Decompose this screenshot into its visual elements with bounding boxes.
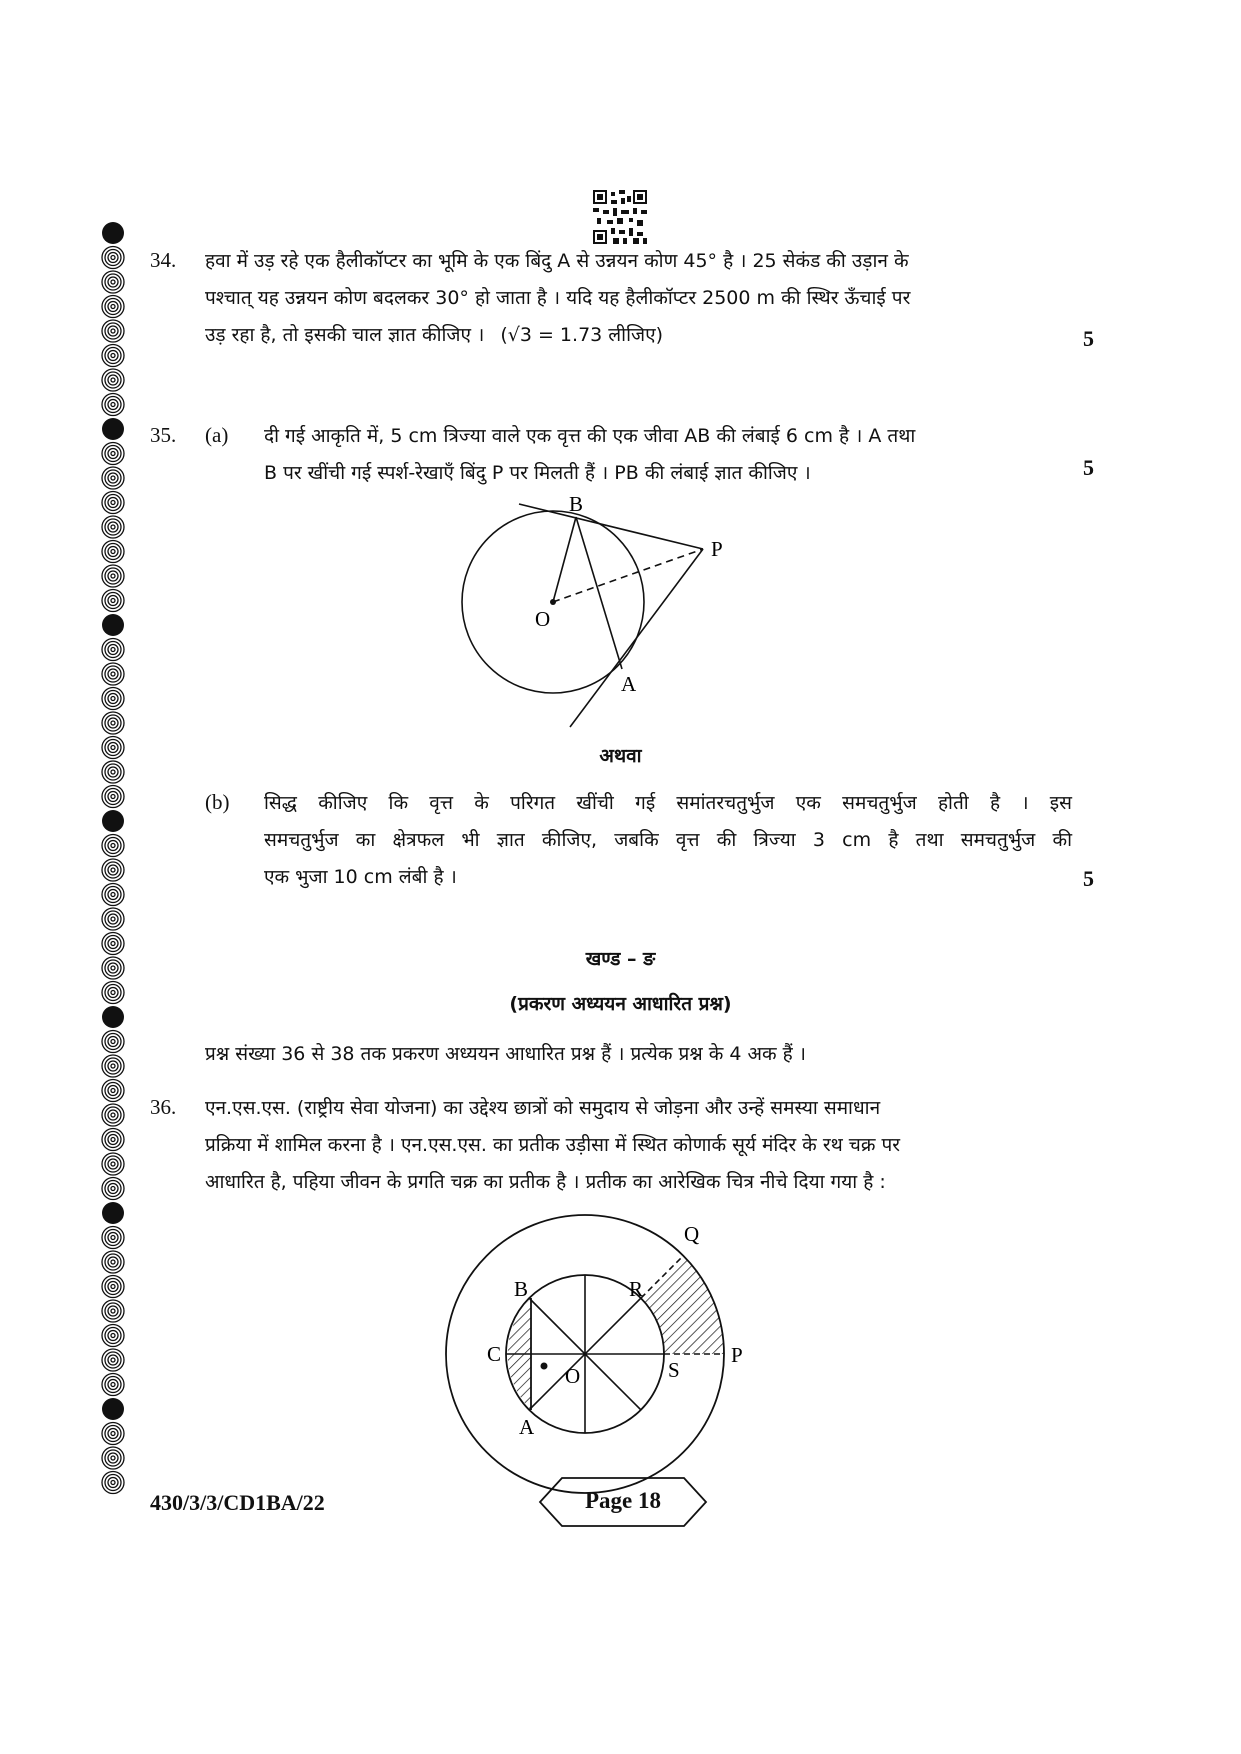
margin-ring xyxy=(108,865,118,875)
margin-ring xyxy=(111,1040,115,1044)
margin-ring xyxy=(108,841,118,851)
margin-ring xyxy=(108,1086,118,1096)
margin-ring xyxy=(111,452,115,456)
section-instruction: प्रश्न संख्या 36 से 38 तक प्रकरण अध्ययन आधारित प्रश्न हैं । प्रत्येक प्रश्न के 4 अक हैं । xyxy=(205,1043,806,1065)
margin-ring xyxy=(111,1162,115,1166)
margin-ring xyxy=(111,1358,115,1362)
margin-ring xyxy=(111,550,115,554)
margin-ring xyxy=(111,697,115,701)
margin-ring xyxy=(108,1380,118,1390)
margin-filled-circle xyxy=(102,1202,124,1224)
label-r: R xyxy=(629,1277,644,1301)
or-text: अथवा xyxy=(599,745,642,767)
margin-ring xyxy=(108,1184,118,1194)
label-c: C xyxy=(487,1342,502,1366)
margin-ring xyxy=(111,1456,115,1460)
margin-ring xyxy=(111,917,115,921)
margin-ring xyxy=(111,1089,115,1093)
margin-ring xyxy=(111,256,115,260)
marks-q35a: 5 xyxy=(1083,455,1094,480)
margin-ring xyxy=(108,1355,118,1365)
margin-ring xyxy=(111,1309,115,1313)
margin-ring xyxy=(111,672,115,676)
margin-ring xyxy=(111,1064,115,1068)
margin-ring xyxy=(111,1334,115,1338)
margin-ring xyxy=(108,1257,118,1267)
margin-ring xyxy=(111,280,115,284)
question-34-line-3 xyxy=(205,317,663,354)
margin-ring xyxy=(111,1138,115,1142)
margin-ring xyxy=(108,645,118,655)
label-p: P xyxy=(731,1343,743,1367)
chord-ab xyxy=(576,517,622,669)
margin-ring xyxy=(108,400,118,410)
margin-ring xyxy=(108,547,118,557)
margin-ring xyxy=(108,1453,118,1463)
margin-ring xyxy=(108,1282,118,1292)
margin-ring xyxy=(111,1187,115,1191)
margin-ring xyxy=(108,1159,118,1169)
question-35a-line-1: दी गई आकृति में, 5 cm त्रिज्या वाले एक वृत्त की एक जीवा AB की लंबाई 6 cm है । A तथा xyxy=(264,425,916,447)
page-badge xyxy=(538,1476,708,1528)
label-p: P xyxy=(711,537,723,561)
margin-ring xyxy=(108,1233,118,1243)
marks-q35b: 5 xyxy=(1083,866,1094,891)
margin-ring xyxy=(108,1135,118,1145)
margin-ring xyxy=(111,329,115,333)
question-34-line-1: हवा में उड़ रहे एक हैलीकॉप्टर का भूमि के एक बिंदु A से उन्नयन कोण 45° है । 25 सेकंड की उड़ान के xyxy=(205,250,909,272)
radius-ob xyxy=(553,517,576,602)
margin-circles xyxy=(100,220,130,1500)
shaded-sector xyxy=(641,1256,724,1354)
margin-ring xyxy=(111,501,115,505)
margin-ring xyxy=(111,1481,115,1485)
dashed-op xyxy=(553,549,703,602)
margin-ring xyxy=(108,473,118,483)
margin-ring xyxy=(108,375,118,385)
question-36-line-3: आधारित है, पहिया जीवन के प्रगति चक्र का प्रतीक है । प्रतीक का आरेखिक चित्र नीचे दिया गया है : xyxy=(205,1171,886,1193)
margin-ring xyxy=(111,844,115,848)
margin-ring xyxy=(108,522,118,532)
margin-ring xyxy=(108,351,118,361)
margin-filled-circle xyxy=(102,614,124,636)
part-a-label: (a) xyxy=(205,423,229,447)
margin-ring xyxy=(111,378,115,382)
margin-ring xyxy=(108,1429,118,1439)
margin-ring xyxy=(111,599,115,603)
margin-ring xyxy=(108,1306,118,1316)
label-o: O xyxy=(565,1364,581,1388)
margin-ring xyxy=(108,890,118,900)
margin-ring xyxy=(108,302,118,312)
margin-ring xyxy=(108,1478,118,1488)
question-number-34: 34. xyxy=(150,248,177,272)
question-34-text: उड़ रहा है, तो इसकी चाल ज्ञात कीजिए । xyxy=(205,324,485,346)
margin-ring xyxy=(108,669,118,679)
question-35b-line-1: सिद्ध कीजिए कि वृत्त के परिगत खींची गई समांतरचतुर्भुज एक समचतुर्भुज होती है । इस xyxy=(264,792,1072,814)
tangent-pb xyxy=(519,504,703,549)
margin-ring xyxy=(108,449,118,459)
margin-ring xyxy=(108,718,118,728)
label-q: Q xyxy=(684,1222,700,1246)
margin-ring xyxy=(111,868,115,872)
margin-ring xyxy=(111,893,115,897)
margin-filled-circle xyxy=(102,222,124,244)
tangent-figure xyxy=(440,490,740,730)
nss-wheel-figure xyxy=(440,1210,770,1500)
margin-ring xyxy=(111,1260,115,1264)
tangent-pa xyxy=(570,549,703,727)
margin-ring xyxy=(111,648,115,652)
margin-ring xyxy=(108,792,118,802)
margin-ring xyxy=(111,1285,115,1289)
qr-code-icon xyxy=(593,190,647,244)
sqrt-hint: (√3 = 1.73 लीजिए) xyxy=(500,324,664,346)
margin-ring xyxy=(111,403,115,407)
margin-filled-circle xyxy=(102,810,124,832)
margin-ring xyxy=(108,1110,118,1120)
margin-ring xyxy=(111,574,115,578)
margin-ring xyxy=(111,525,115,529)
margin-filled-circle xyxy=(102,1398,124,1420)
question-number-35: 35. xyxy=(150,423,177,447)
label-o: O xyxy=(535,607,551,631)
marks-q34: 5 xyxy=(1083,326,1094,351)
question-36-line-2: प्रक्रिया में शामिल करना है । एन.एस.एस. का प्रतीक उड़ीसा में स्थित कोणार्क सूर्य मंदिर के रथ चक्र पर xyxy=(205,1134,901,1156)
paper-code: 430/3/3/CD1BA/22 xyxy=(150,1490,325,1515)
margin-ring xyxy=(111,721,115,725)
margin-ring xyxy=(111,476,115,480)
margin-ring xyxy=(111,354,115,358)
margin-ring xyxy=(108,253,118,263)
margin-ring xyxy=(108,1331,118,1341)
margin-ring xyxy=(111,305,115,309)
question-35a-line-2: B पर खींची गई स्पर्श-रेखाएँ बिंदु P पर मिलती हैं । PB की लंबाई ज्ञात कीजिए । xyxy=(264,462,811,484)
question-36-line-1: एन.एस.एस. (राष्ट्रीय सेवा योजना) का उद्देश्य छात्रों को समुदाय से जोड़ना और उन्हें समस्या समाधान xyxy=(205,1097,881,1119)
question-35b-line-3: एक भुजा 10 cm लंबी है । xyxy=(264,866,457,888)
part-b-label: (b) xyxy=(205,790,230,814)
question-35b-line-2: समचतुर्भुज का क्षेत्रफल भी ज्ञात कीजिए, जबकि वृत्त की त्रिज्या 3 cm है तथा समचतुर्भुज की xyxy=(264,829,1072,851)
margin-ring xyxy=(108,596,118,606)
margin-ring xyxy=(111,1383,115,1387)
dot-point xyxy=(541,1363,548,1370)
label-s: S xyxy=(668,1358,680,1382)
center-point xyxy=(550,599,556,605)
margin-ring xyxy=(108,277,118,287)
margin-ring xyxy=(111,1432,115,1436)
margin-ring xyxy=(111,1236,115,1240)
label-b: B xyxy=(514,1277,529,1301)
label-b: B xyxy=(569,492,584,516)
section-subtitle: (प्रकरण अध्ययन आधारित प्रश्न) xyxy=(509,993,732,1015)
question-number-36: 36. xyxy=(150,1095,177,1119)
margin-filled-circle xyxy=(102,418,124,440)
margin-ring xyxy=(108,694,118,704)
margin-ring xyxy=(108,326,118,336)
margin-ring xyxy=(108,571,118,581)
section-title: खण्ड – ङ xyxy=(585,948,656,970)
margin-ring xyxy=(108,498,118,508)
margin-ring xyxy=(108,1061,118,1071)
margin-ring xyxy=(111,795,115,799)
question-34-line-2: पश्चात् यह उन्नयन कोण बदलकर 30° हो जाता है । यदि यह हैलीकॉप्टर 2500 m की स्थिर ऊँचाई पर xyxy=(205,287,911,309)
margin-ring xyxy=(108,1037,118,1047)
page-number: Page 18 xyxy=(584,1488,661,1513)
margin-ring xyxy=(111,1113,115,1117)
margin-ring xyxy=(108,914,118,924)
label-a: A xyxy=(519,1415,535,1439)
label-a: A xyxy=(621,672,637,696)
